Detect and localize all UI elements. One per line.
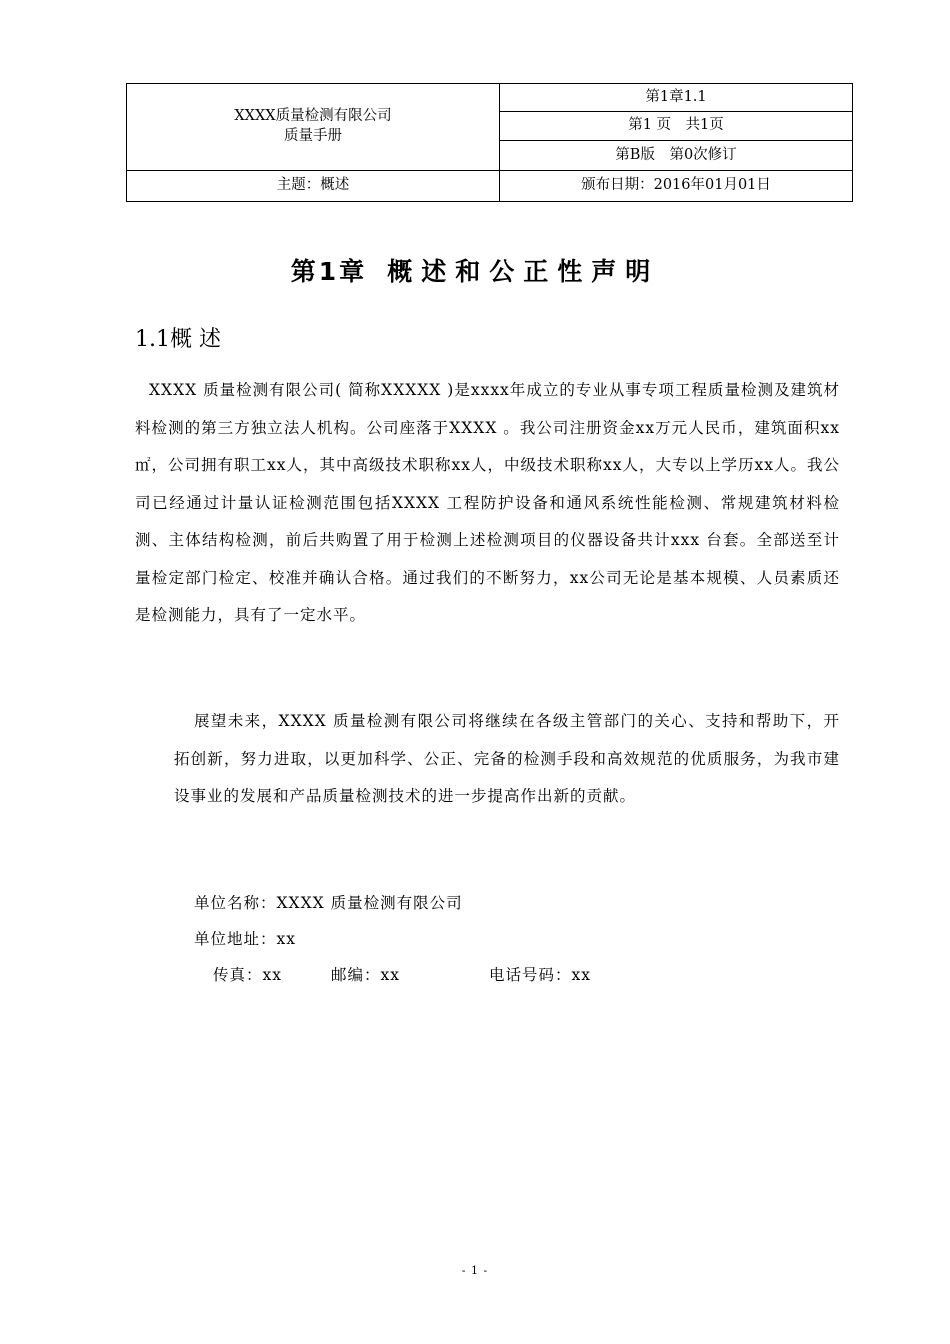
chapter-title [0, 252, 950, 288]
chapter-ref: 第1章1.1 [500, 84, 853, 112]
overview-paragraph: XXXX 质量检测有限公司( 简称XXXXX )是xxxx年成立的专业从事专项工程质量检测及建筑材料检测的第三方独立法人机构。公司座落于XXXX 。我公司注册资金xx万元人民币，建筑面积xx㎡，公司拥有职工xx人，其中高级技术职称xx人，中级技术职称xx人，大专以上学历xx人。我公司已经通过计量认证检测范围包括XXXX 工程防护设备和通风系统性能检测、常规建筑材料检测、主体结构检测，前后共购置了用于检测上述检测项目的仪器设备共计xxx 台套。全部送至计量检定部门检定、校准并确认合格。通过我们的不断努力，xx公司无论是基本规模、人员素质还是检测能力，具有了一定水平。 [135, 381, 840, 624]
subject-cell: 主题：概述 [127, 171, 500, 202]
manual-name: 质量手册 [284, 128, 342, 144]
company-name: XXXX质量检测有限公司 [234, 108, 392, 125]
section-title: 1.1概 述 [135, 327, 221, 352]
issue-date-cell: 颁布日期：2016年01月01日 [500, 171, 853, 202]
chapter-name: 概述和公正性声明 [387, 257, 660, 286]
company-cell [127, 84, 500, 171]
contact-line [213, 963, 833, 985]
page-number: - 1 - [461, 1264, 489, 1277]
fax: 传真：xx [213, 966, 282, 984]
revision-info: 第B版 第0次修订 [500, 141, 853, 171]
chapter-number: 第1章 [290, 257, 368, 286]
unit-address: 单位地址：xx [194, 930, 296, 948]
page-info: 第1 页 共1页 [500, 112, 853, 141]
document-header-table [126, 83, 853, 202]
outlook-paragraph: 展望未来，XXXX 质量检测有限公司将继续在各级主管部门的关心、支持和帮助下，开拓创新，努力进取，以更加科学、公正、完备的检测手段和高效规范的优质服务，为我市建设事业的发展和产品质量检测技术的进一步提高作出新的贡献。 [174, 712, 840, 805]
postcode: 邮编：xx [331, 966, 400, 984]
phone: 电话号码：xx [489, 966, 591, 984]
unit-name: 单位名称：XXXX 质量检测有限公司 [194, 894, 463, 912]
